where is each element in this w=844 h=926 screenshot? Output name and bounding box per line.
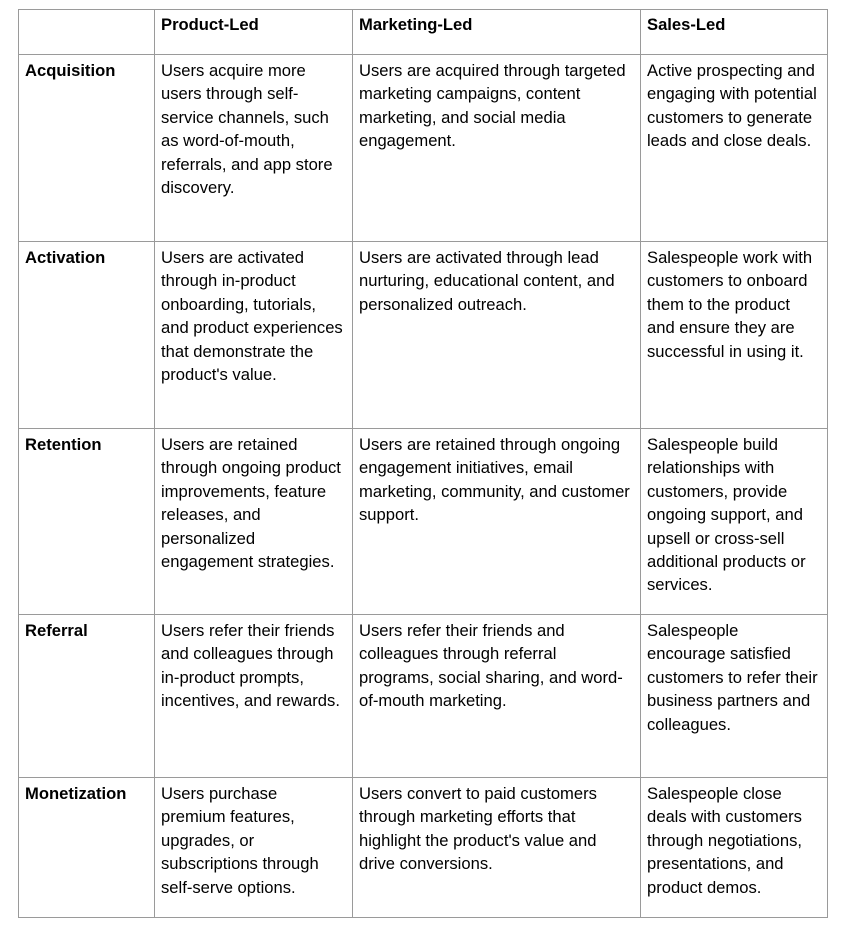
header-corner-cell [19,10,155,55]
cell-referral-product-led: Users refer their friends and colleagues through in-product prompts, incentives, and rewards. [155,615,353,778]
row-label-referral: Referral [19,615,155,778]
header-row [19,10,828,55]
table-row-referral [19,615,828,778]
cell-monetization-marketing-led: Users convert to paid customers through marketing efforts that highlight the product's value and drive conversions. [353,778,641,918]
cell-monetization-sales-led: Salespeople close deals with customers through negotiations, presentations, and product demos. [641,778,828,918]
cell-monetization-product-led: Users purchase premium features, upgrades, or subscriptions through self-serve options. [155,778,353,918]
cell-referral-sales-led: Salespeople encourage satisfied customers to refer their business partners and colleagues. [641,615,828,778]
cell-activation-sales-led: Salespeople work with customers to onboard them to the product and ensure they are successful in using it. [641,242,828,429]
row-label-monetization: Monetization [19,778,155,918]
header-sales-led: Sales-Led [641,10,828,55]
row-label-acquisition: Acquisition [19,55,155,242]
table-row-acquisition [19,55,828,242]
cell-retention-product-led: Users are retained through ongoing product improvements, feature releases, and personalized engagement strategies. [155,429,353,615]
cell-referral-marketing-led: Users refer their friends and colleagues through referral programs, social sharing, and word-of-mouth marketing. [353,615,641,778]
cell-activation-product-led: Users are activated through in-product onboarding, tutorials, and product experiences that demonstrate the product's value. [155,242,353,429]
cell-retention-marketing-led: Users are retained through ongoing engagement initiatives, email marketing, community, and customer support. [353,429,641,615]
table-row-retention [19,429,828,615]
cell-acquisition-marketing-led: Users are acquired through targeted marketing campaigns, content marketing, and social media engagement. [353,55,641,242]
cell-acquisition-product-led: Users acquire more users through self-service channels, such as word-of-mouth, referrals, and app store discovery. [155,55,353,242]
cell-activation-marketing-led: Users are activated through lead nurturing, educational content, and personalized outreach. [353,242,641,429]
row-label-activation: Activation [19,242,155,429]
growth-model-comparison-table [18,9,828,918]
row-label-retention: Retention [19,429,155,615]
table-row-monetization [19,778,828,918]
header-marketing-led: Marketing-Led [353,10,641,55]
cell-retention-sales-led: Salespeople build relationships with customers, provide ongoing support, and upsell or cross-sell additional products or services. [641,429,828,615]
table-row-activation [19,242,828,429]
header-product-led: Product-Led [155,10,353,55]
cell-acquisition-sales-led: Active prospecting and engaging with potential customers to generate leads and close deals. [641,55,828,242]
